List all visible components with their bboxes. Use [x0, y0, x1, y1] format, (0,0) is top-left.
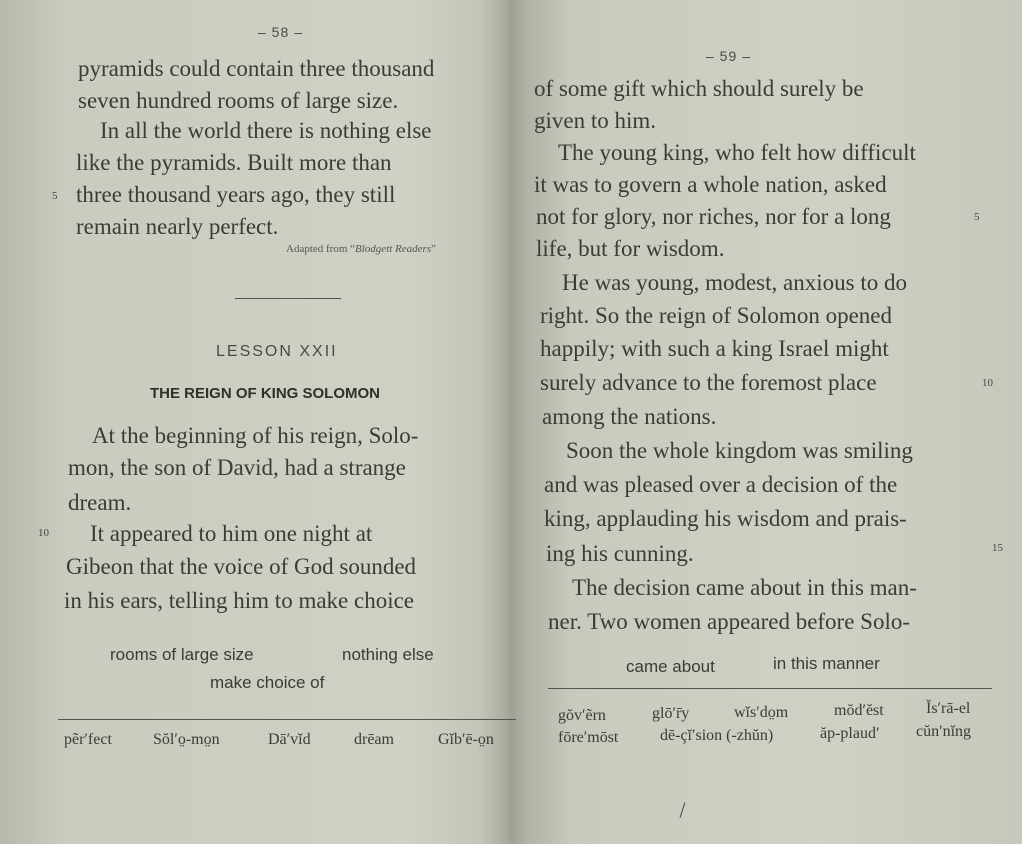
lesson-title: THE REIGN OF KING SOLOMON [150, 385, 381, 402]
footnote-rule [548, 688, 992, 689]
text-line: and was pleased over a decision of the [544, 472, 898, 497]
line-marker: 5 [52, 190, 58, 202]
line-marker: 15 [992, 542, 1003, 554]
page-number: – 58 – [258, 24, 303, 40]
text-line: dream. [68, 490, 132, 515]
text-line: In all the world there is nothing else [100, 118, 432, 143]
footnote-rule [58, 719, 516, 720]
text-line: ing his cunning. [546, 541, 694, 566]
text-line: Soon the whole kingdom was smiling [566, 438, 913, 463]
text-line: The decision came about in this man- [572, 575, 917, 600]
pronunciation: cŭn′nĭng [916, 723, 972, 740]
pronunciation: fōre′mōst [558, 729, 619, 746]
pronunciation: ăp-plaud′ [820, 725, 880, 742]
line-marker: 5 [974, 211, 980, 223]
line-marker: 10 [38, 527, 49, 539]
text-line: three thousand years ago, they still [76, 182, 396, 207]
page-number: – 59 – [706, 48, 751, 64]
vocab-phrase: in this manner [773, 654, 880, 673]
right-page [522, 0, 1022, 844]
pronunciation: pẽr′fect [64, 731, 112, 748]
vocab-phrase: make choice of [210, 673, 325, 692]
pronunciation: dē-çĭ′sion (-zhŭn) [660, 727, 774, 744]
text-line: life, but for wisdom. [536, 236, 725, 261]
text-line: it was to govern a whole nation, asked [534, 172, 887, 197]
text-line: happily; with such a king Israel might [540, 336, 889, 361]
text-line: right. So the reign of Solomon opened [540, 303, 892, 328]
text-line: not for glory, nor riches, nor for a long [536, 204, 891, 229]
text-line: The young king, who felt how difficult [558, 140, 916, 165]
text-line: mon, the son of David, had a strange [68, 455, 406, 480]
text-line: surely advance to the foremost place [540, 370, 877, 395]
pronunciation: Gĭb′ē-o̤n [438, 731, 494, 748]
text-line: given to him. [534, 108, 657, 133]
pronunciation: Sŏl′o̤-mo̤n [153, 731, 220, 748]
text-line: among the nations. [542, 404, 717, 429]
pronunciation: drēam [354, 731, 394, 748]
credit-title: Blodgett Readers [355, 243, 432, 255]
lesson-number: LESSON XXII [216, 343, 338, 360]
line-marker: 10 [982, 377, 993, 389]
pronunciation: mŏd′ĕst [834, 702, 884, 719]
text-line: remain nearly perfect. [76, 214, 279, 239]
pronunciation: glō′r̄y [652, 705, 690, 722]
credit-suffix: ” [431, 243, 436, 255]
pronunciation: gŏv′ẽrn [558, 707, 606, 724]
vocab-phrase: came about [626, 657, 715, 676]
section-divider [235, 298, 341, 299]
pronunciation: wĭs′do̤m [734, 704, 789, 721]
source-credit [286, 243, 436, 255]
pencil-mark [680, 802, 686, 818]
text-line: of some gift which should surely be [534, 76, 864, 101]
text-line: ner. Two women appeared before Solo- [548, 609, 911, 634]
text-line: king, applauding his wisdom and prais- [544, 506, 907, 531]
text-line: Gibeon that the voice of God sounded [66, 554, 417, 579]
text-line: like the pyramids. Built more than [76, 150, 392, 175]
vocab-phrase: nothing else [342, 645, 434, 664]
text-line: He was young, modest, anxious to do [562, 270, 907, 295]
pronunciation: Dā′vĭd [268, 731, 311, 748]
text-line: It appeared to him one night at [90, 521, 373, 546]
text-line: in his ears, telling him to make choice [64, 588, 415, 613]
text-line: seven hundred rooms of large size. [78, 88, 399, 113]
vocab-phrase: rooms of large size [110, 645, 254, 664]
text-line: At the beginning of his reign, Solo- [92, 423, 419, 448]
credit-prefix: Adapted from “ [286, 243, 356, 255]
pronunciation: Ĭs′rā-el [926, 700, 971, 717]
text-line: pyramids could contain three thousand [78, 56, 435, 81]
